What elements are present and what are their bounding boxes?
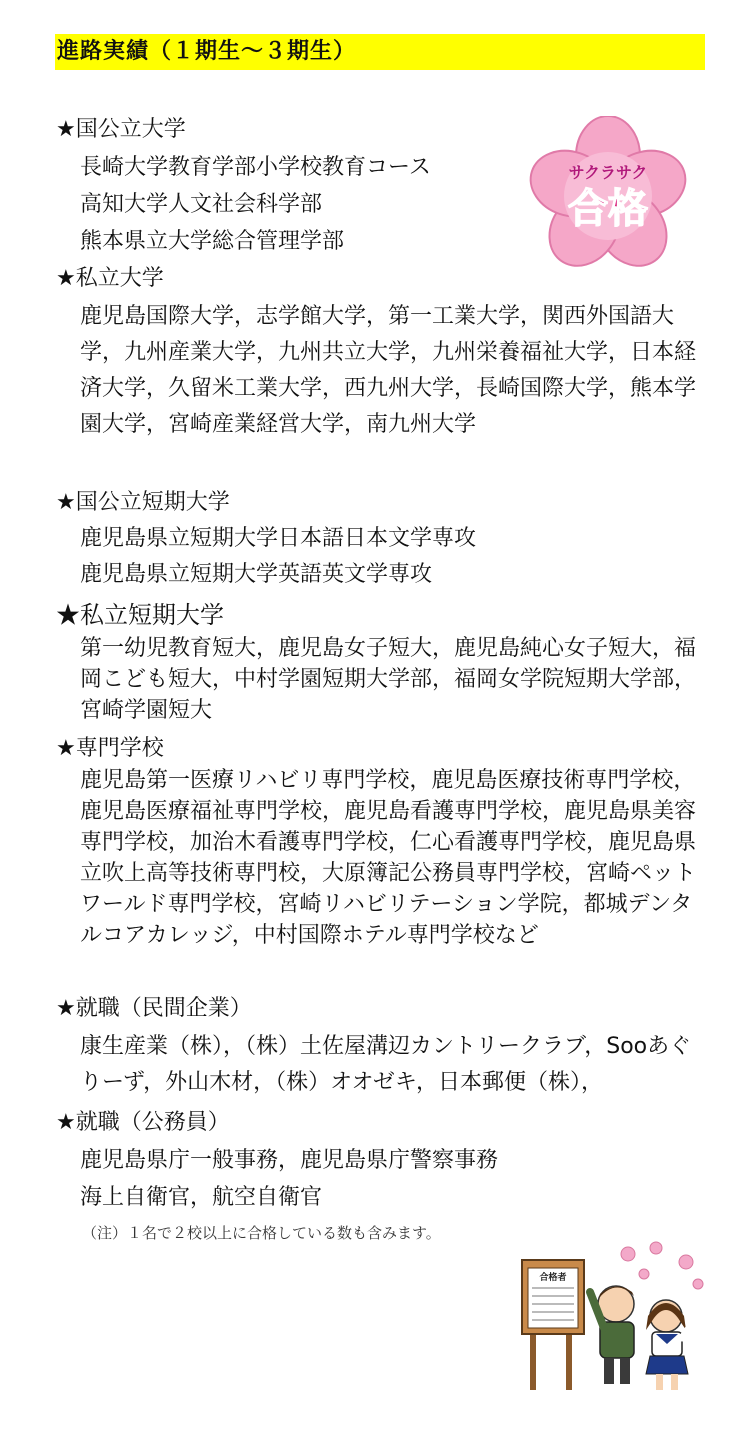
sakura-pass-badge-icon (528, 116, 688, 272)
paragraph: 鹿児島第一医療リハビリ専門学校，鹿児島医療技術専門学校，鹿児島医療福祉専門学校，鹿児島看護専門学校，鹿児島県美容専門学校，加治木看護専門学校，仁心看護専門学校，鹿児島県立吹上高等技術専門校，大原簿記公務員専門学校，宮崎ペットワールド専門学校，宮崎リハビリテーション学院，都城デンタルコアカレッジ，中村国際ホテル専門学校など (80, 768, 697, 948)
section-private-employment (56, 994, 710, 1101)
badge-big-text: 合格 (568, 186, 648, 232)
celebrating-children-illustration (516, 1240, 712, 1396)
footnote: （注）１名で２校以上に合格している数も含みます。 (82, 1224, 441, 1242)
section-private-junior-college (56, 600, 710, 726)
list-item: 鹿児島県立短期大学英語英文学専攻 (80, 562, 433, 587)
section-heading: ★私立短期大学 (56, 601, 224, 629)
paragraph: 康生産業（株），（株）土佐屋溝辺カントリークラブ，Sooあぐりーず，外山木材，（株）オオゼキ，日本郵便（株）， (80, 1034, 692, 1095)
section-heading: ★国公立短期大学 (56, 490, 230, 515)
section-national-junior-college (56, 488, 476, 593)
list-item: 熊本県立大学総合管理学部 (80, 229, 345, 254)
page-title: 進路実績（１期生～３期生） (57, 39, 357, 64)
paragraph: 第一幼児教育短大，鹿児島女子短大，鹿児島純心女子短大，福岡こども短大，中村学園短期大学部，福岡女学院短期大学部，宮崎学園短大 (80, 636, 697, 723)
section-national-university (56, 115, 431, 260)
section-public-employment (56, 1108, 498, 1216)
paragraph: 鹿児島国際大学，志学館大学，第一工業大学，関西外国語大学，九州産業大学，九州共立大学，九州栄養福祉大学，日本経済大学，久留米工業大学，西九州大学，長崎国際大学，熊本学園大学，宮崎産業経営大学，南九州大学 (80, 304, 697, 437)
section-heading: ★国公立大学 (56, 117, 186, 142)
list-item: 高知大学人文社会科学部 (80, 192, 323, 217)
section-heading: ★就職（民間企業） (56, 996, 252, 1021)
badge-small-text: サクラサク (568, 163, 648, 182)
section-vocational-school (56, 734, 710, 951)
list-item: 鹿児島県庁一般事務，鹿児島県庁警察事務 (80, 1148, 499, 1173)
section-heading: ★就職（公務員） (56, 1110, 230, 1135)
list-item: 鹿児島県立短期大学日本語日本文学専攻 (80, 526, 477, 551)
board-label: 合格者 (539, 1273, 567, 1283)
list-item: 海上自衛官，航空自衛官 (80, 1185, 323, 1210)
section-private-university (56, 264, 710, 443)
list-item: 長崎大学教育学部小学校教育コース (80, 155, 431, 180)
section-heading: ★専門学校 (56, 736, 164, 761)
section-heading: ★私立大学 (56, 266, 164, 291)
